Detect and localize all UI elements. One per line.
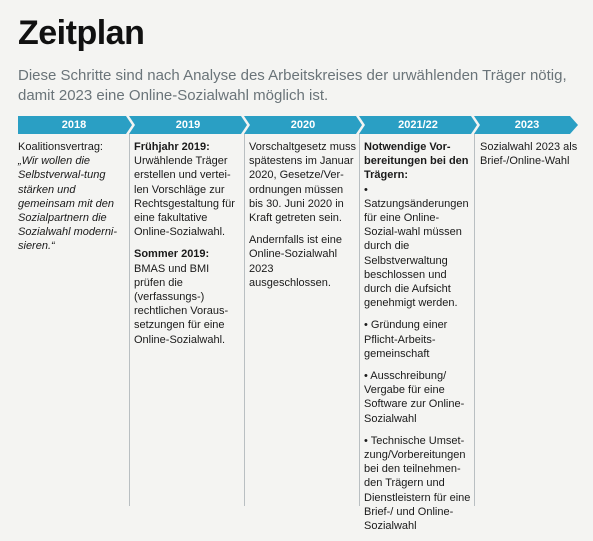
bullet-item: • Ausschreibung/ Vergabe für eine Software zur Online-Sozialwahl [364,370,465,425]
year-label-2020: 2020 [290,119,316,131]
bullet-item: • Gründung einer Pflicht-Arbeits-gemeinschaft [364,319,448,360]
preparations-heading: Notwendige Vor-bereitungen bei den Trägern: [364,141,469,182]
column-divider [359,134,360,506]
column-2021-22 [364,140,472,541]
column-2019 [134,140,242,355]
year-label-2019: 2019 [175,119,201,131]
year-label-2021-22: 2021/22 [398,119,438,131]
coalition-quote: „Wir wollen die Selbstverwal-tung stärken und gemeinsam mit den Sozialpartnern die Sozialwahl moderni-sieren.“ [18,155,118,253]
year-label-2018: 2018 [61,119,87,131]
spring-2019-text: Urwählende Träger erstellen und vertei-len Vorschläge zur Rechtsgestaltung für eine fakultative Online-Sozialwahl. [134,155,235,239]
column-2018 [18,140,124,254]
spring-2019-heading: Frühjahr 2019: [134,141,210,153]
column-2023 [480,140,580,168]
column-2020 [249,140,357,290]
year-label-2023: 2023 [514,119,540,131]
page-subtitle: Diese Schritte sind nach Analyse des Arbeitskreises der urwählenden Träger nötig, damit 2023 eine Online-Sozialwahl möglich ist. [18,67,567,104]
column-divider [474,134,475,506]
summer-2019-heading: Sommer 2019: [134,248,210,261]
summer-2019-text: BMAS und BMI prüfen die (verfassungs-) rechtlichen Voraus-setzungen für eine Online-Sozialwahl. [134,262,229,346]
column-divider [129,134,130,506]
bullet-item: • Technische Umset-zung/Vorbereitungen bei den teilnehmen-den Trägern und Dienstleistern für eine Brief-/ und Online-Sozialwahl [364,434,471,533]
coalition-heading: Koalitionsvertrag: [18,141,103,153]
column-divider [244,134,245,506]
bullet-item: • Satzungsänderungen für eine Online-Sozial-wahl müssen durch die Selbstverwaltung beschlossen und durch die Aufsicht genehmigt werden. [364,183,469,310]
law-consequence-text: Andernfalls ist eine Online-Sozialwahl 2023 ausgeschlossen. [249,234,342,289]
timeline-bar [18,116,578,134]
law-deadline-text: Vorschaltgesetz muss spätestens im Januar 2020, Gesetze/Ver-ordnungen müssen bis 30. Juni 2020 in Kraft getreten sein. [249,141,356,225]
election-2023-text: Sozialwahl 2023 als Brief-/Online-Wahl [480,141,578,168]
page-title: Zeitplan [18,14,145,52]
